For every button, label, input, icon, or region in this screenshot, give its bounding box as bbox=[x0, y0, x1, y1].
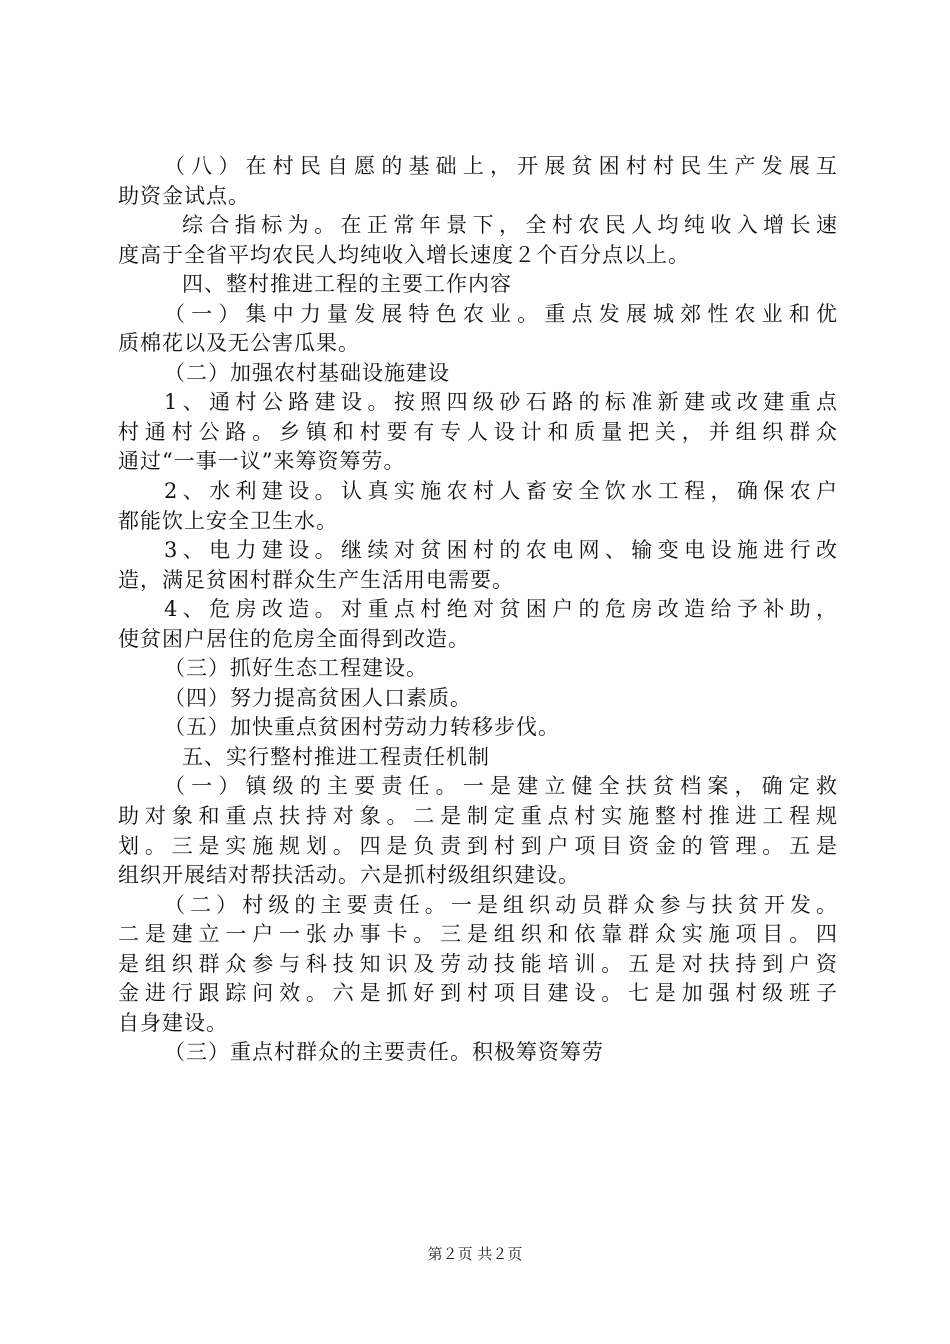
text-line: （一）集中力量发展特色农业。重点发展城郊性农业和优 bbox=[164, 301, 838, 326]
text-line: 村通村公路。乡镇和村要有专人设计和质量把关，并组织群众 bbox=[118, 419, 838, 444]
text-line: （二）加强农村基础设施建设 bbox=[164, 360, 450, 385]
text-line: 划。三是实施规划。四是负责到村到户项目资金的管理。五是 bbox=[118, 833, 838, 858]
text-line: 通过“一事一议”来筹资筹劳。 bbox=[118, 449, 406, 474]
text-line: 造，满足贫困村群众生产生活用电需要。 bbox=[118, 567, 514, 592]
text-line: 是组织群众参与科技知识及劳动技能培训。五是对扶持到户资 bbox=[118, 951, 838, 976]
text-line: 助对象和重点扶持对象。二是制定重点村实施整村推进工程规 bbox=[118, 804, 838, 829]
text-line: 五、实行整村推进工程责任机制 bbox=[182, 744, 490, 769]
text-line: （三）抓好生态工程建设。 bbox=[164, 656, 428, 681]
text-line: 自身建设。 bbox=[118, 1010, 228, 1035]
text-line: 金进行跟踪问效。六是抓好到村项目建设。七是加强村级班子 bbox=[118, 981, 838, 1006]
text-line: （一）镇级的主要责任。一是建立健全扶贫档案，确定救 bbox=[164, 774, 838, 799]
text-line: 度高于全省平均农民人均纯收入增长速度２个百分点以上。 bbox=[118, 242, 690, 267]
text-line: （五）加快重点贫困村劳动力转移步伐。 bbox=[164, 715, 560, 740]
text-line: 3、电力建设。继续对贫困村的农电网、输变电设施进行改 bbox=[164, 538, 838, 563]
text-line: 助资金试点。 bbox=[118, 183, 250, 208]
page-footer: 第２页 共２页 bbox=[427, 1245, 523, 1263]
text-line: 组织开展结对帮扶活动。六是抓村级组织建设。 bbox=[118, 863, 580, 888]
text-line: 质棉花以及无公害瓜果。 bbox=[118, 331, 360, 356]
text-line: 综合指标为。在正常年景下，全村农民人均纯收入增长速 bbox=[182, 213, 838, 238]
text-line: （四）努力提高贫困人口素质。 bbox=[164, 685, 472, 710]
text-line: 4、危房改造。对重点村绝对贫困户的危房改造给予补助， bbox=[164, 597, 838, 622]
text-line: 1、通村公路建设。按照四级砂石路的标准新建或改建重点 bbox=[164, 390, 838, 415]
text-line: （八）在村民自愿的基础上，开展贫困村村民生产发展互 bbox=[164, 154, 838, 178]
text-line: （三）重点村群众的主要责任。积极筹资筹劳 bbox=[164, 1040, 604, 1065]
text-line: （二）村级的主要责任。一是组织动员群众参与扶贫开发。 bbox=[164, 892, 838, 917]
text-line: 二是建立一户一张办事卡。三是组织和依靠群众实施项目。四 bbox=[118, 922, 838, 947]
text-line: 2、水利建设。认真实施农村人畜安全饮水工程，确保农户 bbox=[164, 479, 838, 504]
document-body bbox=[118, 152, 838, 1068]
text-line: 使贫困户居住的危房全面得到改造。 bbox=[118, 626, 470, 651]
text-line: 都能饮上安全卫生水。 bbox=[118, 508, 338, 533]
text-line: 四、整村推进工程的主要工作内容 bbox=[182, 272, 512, 297]
